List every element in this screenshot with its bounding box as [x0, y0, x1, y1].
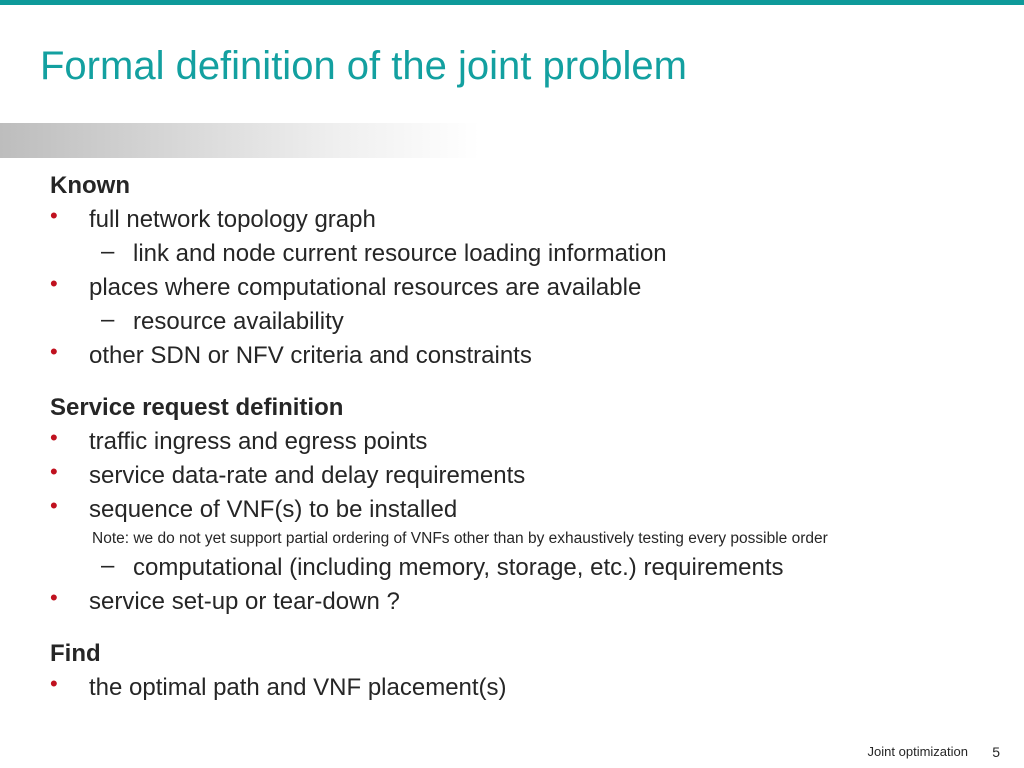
bullet-text: traffic ingress and egress points [89, 428, 428, 455]
sub-bullet-text: link and node current resource loading information [133, 240, 667, 267]
bullet-text: other SDN or NFV criteria and constraints [89, 342, 532, 369]
bullet-icon: • [50, 585, 58, 610]
bullet-icon: • [50, 271, 58, 296]
ordering-note: Note: we do not yet support partial ordering of VNFs other than by exhaustively testing every possible order [92, 530, 828, 547]
bullet-text: full network topology graph [89, 206, 376, 233]
bullet-icon: • [50, 493, 58, 518]
bullet-icon: • [50, 459, 58, 484]
bullet-text: service data-rate and delay requirements [89, 462, 526, 489]
footer-label: Joint optimization [867, 744, 968, 759]
known-heading: Known [50, 172, 130, 199]
service-heading: Service request definition [50, 394, 344, 421]
bullet-icon: • [50, 339, 58, 364]
bullet-text: the optimal path and VNF placement(s) [89, 674, 507, 701]
bullet-icon: • [50, 425, 58, 450]
page-number: 5 [992, 744, 1000, 760]
bullet-text: service set-up or tear-down ? [89, 588, 400, 615]
sub-bullet-text: resource availability [133, 308, 344, 335]
sub-bullet-text: computational (including memory, storage, etc.) requirements [133, 554, 784, 581]
dash-icon: – [101, 238, 115, 265]
slide-title: Formal definition of the joint problem [40, 44, 687, 88]
dash-icon: – [101, 306, 115, 333]
bullet-text: sequence of VNF(s) to be installed [89, 496, 458, 523]
bullet-text: places where computational resources are available [89, 274, 642, 301]
find-heading: Find [50, 640, 101, 667]
dash-icon: – [101, 552, 115, 579]
bullet-icon: • [50, 671, 58, 696]
bullet-icon: • [50, 203, 58, 228]
